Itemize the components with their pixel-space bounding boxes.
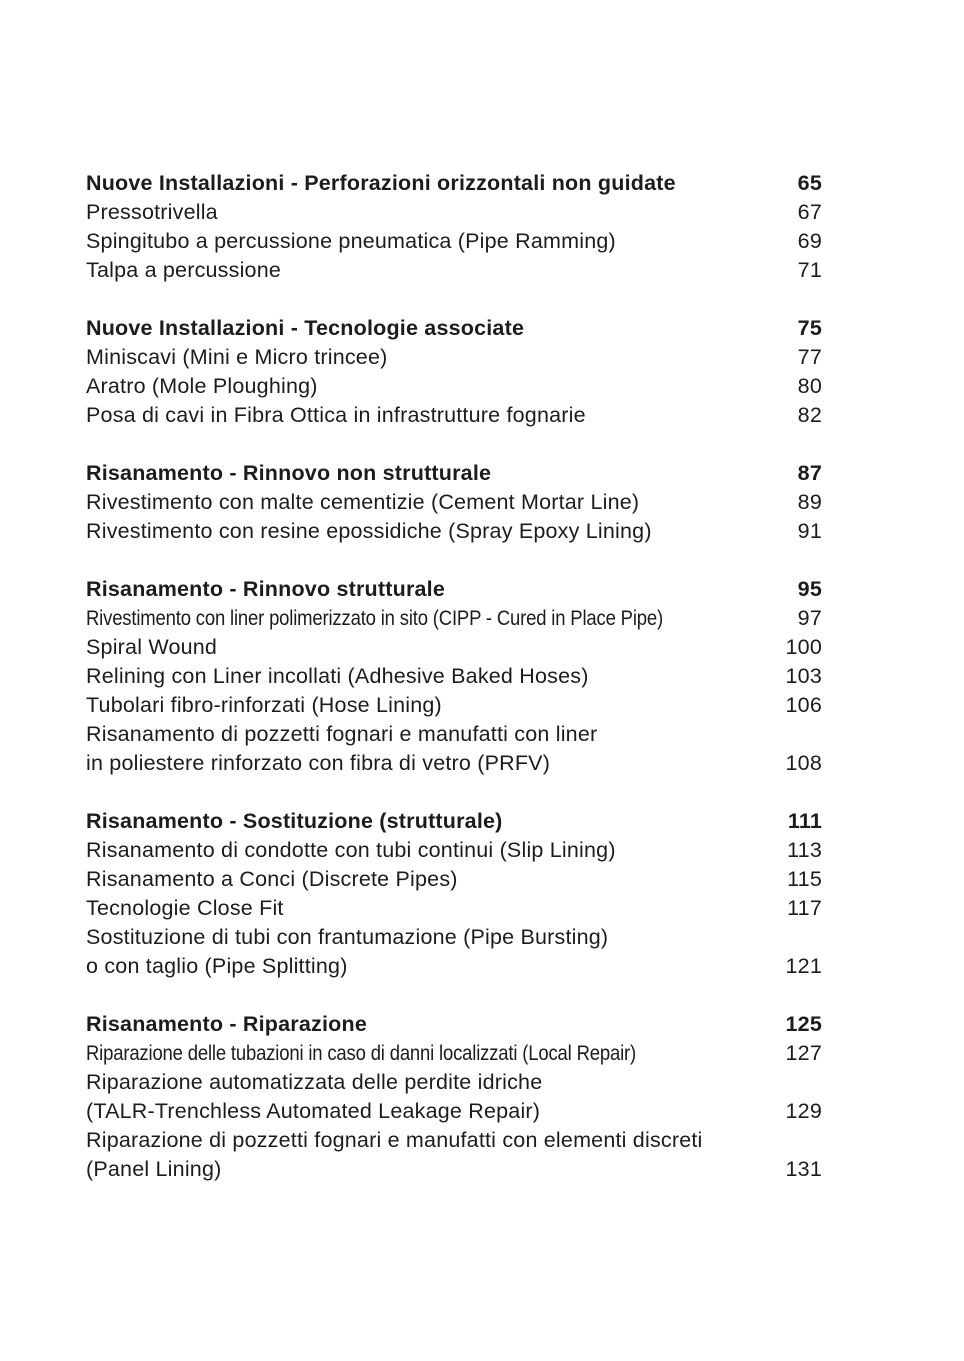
toc-section-page-number: 111	[787, 809, 822, 833]
toc-entry-row	[86, 1039, 822, 1068]
toc-section-title: Risanamento - Rinnovo strutturale	[86, 577, 445, 601]
toc-section	[86, 169, 822, 285]
toc-entry-row	[86, 343, 822, 372]
toc-entry-label: Tecnologie Close Fit	[86, 896, 284, 920]
toc-entry-page-number: 71	[797, 258, 822, 282]
toc-entry-label: Pressotrivella	[86, 200, 218, 224]
toc-entry-page-number: 127	[785, 1041, 822, 1065]
toc-entry-page-number: 129	[785, 1099, 822, 1123]
toc-entry-row	[86, 691, 822, 720]
toc-entry-row	[86, 749, 822, 778]
toc-section	[86, 314, 822, 430]
toc-section	[86, 807, 822, 981]
toc-entry-page-number: 67	[797, 200, 822, 224]
toc-section-page-number: 125	[785, 1012, 822, 1036]
toc-section-title: Nuove Installazioni - Perforazioni orizzontali non guidate	[86, 171, 676, 195]
toc-entry-row	[86, 952, 822, 981]
toc-entry-page-number: 131	[785, 1157, 822, 1181]
toc-entry-label: Riparazione automatizzata delle perdite idriche	[86, 1070, 543, 1094]
toc-entry-row	[86, 1155, 822, 1184]
toc-section-title: Risanamento - Riparazione	[86, 1012, 367, 1036]
table-of-contents	[86, 169, 822, 1184]
toc-section-title: Risanamento - Rinnovo non strutturale	[86, 461, 492, 485]
toc-entry-row	[86, 604, 822, 633]
toc-entry-page-number: 117	[787, 896, 822, 920]
toc-entry-page-number: 103	[785, 664, 822, 688]
toc-entry-label: Rivestimento con resine epossidiche (Spray Epoxy Lining)	[86, 519, 652, 543]
toc-entry-label: in poliestere rinforzato con fibra di vetro (PRFV)	[86, 751, 551, 775]
toc-entry-row	[86, 720, 822, 749]
toc-entry-page-number: 113	[787, 838, 822, 862]
toc-entry-label: Relining con Liner incollati (Adhesive Baked Hoses)	[86, 664, 589, 688]
toc-entry-label: Posa di cavi in Fibra Ottica in infrastrutture fognarie	[86, 403, 586, 427]
toc-section-heading	[86, 314, 822, 343]
toc-entry-row	[86, 1097, 822, 1126]
toc-section	[86, 575, 822, 778]
toc-entry-row	[86, 1126, 822, 1155]
toc-entry-row	[86, 256, 822, 285]
toc-entry-page-number: 91	[797, 519, 822, 543]
toc-entry-page-number: 89	[797, 490, 822, 514]
toc-section-heading	[86, 1010, 822, 1039]
toc-entry-page-number: 121	[785, 954, 822, 978]
toc-entry-row	[86, 401, 822, 430]
toc-entry-page-number: 108	[785, 751, 822, 775]
toc-section	[86, 459, 822, 546]
toc-entry-label: Risanamento di pozzetti fognari e manufatti con liner	[86, 722, 598, 746]
toc-entry-row	[86, 923, 822, 952]
toc-entry-row	[86, 488, 822, 517]
toc-section-page-number: 87	[797, 461, 822, 485]
toc-entry-label: o con taglio (Pipe Splitting)	[86, 954, 348, 978]
toc-section-heading	[86, 807, 822, 836]
toc-entry-label: Risanamento di condotte con tubi continui (Slip Lining)	[86, 838, 616, 862]
toc-entry-row	[86, 865, 822, 894]
toc-entry-label: Riparazione delle tubazioni in caso di danni localizzati (Local Repair)	[86, 1041, 636, 1065]
toc-entry-label: Spingitubo a percussione pneumatica (Pipe Ramming)	[86, 229, 616, 253]
toc-entry-page-number: 106	[785, 693, 822, 717]
toc-entry-label: Riparazione di pozzetti fognari e manufatti con elementi discreti	[86, 1128, 703, 1152]
toc-entry-page-number: 97	[797, 606, 822, 630]
toc-entry-label: (Panel Lining)	[86, 1157, 222, 1181]
toc-entry-label: Sostituzione di tubi con frantumazione (Pipe Bursting)	[86, 925, 609, 949]
toc-section-page-number: 95	[797, 577, 822, 601]
toc-entry-label: Tubolari fibro-rinforzati (Hose Lining)	[86, 693, 442, 717]
toc-entry-row	[86, 633, 822, 662]
toc-section-heading	[86, 575, 822, 604]
toc-section-page-number: 65	[797, 171, 822, 195]
toc-entry-label: Risanamento a Conci (Discrete Pipes)	[86, 867, 458, 891]
toc-section-title: Risanamento - Sostituzione (strutturale)	[86, 809, 503, 833]
toc-entry-page-number: 100	[785, 635, 822, 659]
toc-entry-row	[86, 517, 822, 546]
toc-entry-row	[86, 227, 822, 256]
toc-entry-row	[86, 372, 822, 401]
toc-entry-label: Miniscavi (Mini e Micro trincee)	[86, 345, 388, 369]
toc-entry-label: Spiral Wound	[86, 635, 218, 659]
toc-entry-row	[86, 894, 822, 923]
toc-entry-page-number: 80	[797, 374, 822, 398]
toc-entry-label: (TALR-Trenchless Automated Leakage Repair)	[86, 1099, 541, 1123]
toc-section-heading	[86, 459, 822, 488]
toc-entry-row	[86, 662, 822, 691]
toc-entry-page-number: 77	[797, 345, 822, 369]
toc-entry-row	[86, 1068, 822, 1097]
toc-entry-row	[86, 198, 822, 227]
toc-entry-page-number: 69	[797, 229, 822, 253]
toc-entry-label: Talpa a percussione	[86, 258, 282, 282]
toc-entry-row	[86, 836, 822, 865]
toc-entry-label: Rivestimento con liner polimerizzato in sito (CIPP - Cured in Place Pipe)	[86, 606, 663, 630]
toc-entry-label: Aratro (Mole Ploughing)	[86, 374, 318, 398]
toc-section-heading	[86, 169, 822, 198]
toc-entry-page-number: 82	[797, 403, 822, 427]
toc-section-page-number: 75	[797, 316, 822, 340]
toc-entry-label: Rivestimento con malte cementizie (Cement Mortar Line)	[86, 490, 640, 514]
toc-section	[86, 1010, 822, 1184]
toc-entry-page-number: 115	[787, 867, 822, 891]
toc-section-title: Nuove Installazioni - Tecnologie associate	[86, 316, 525, 340]
